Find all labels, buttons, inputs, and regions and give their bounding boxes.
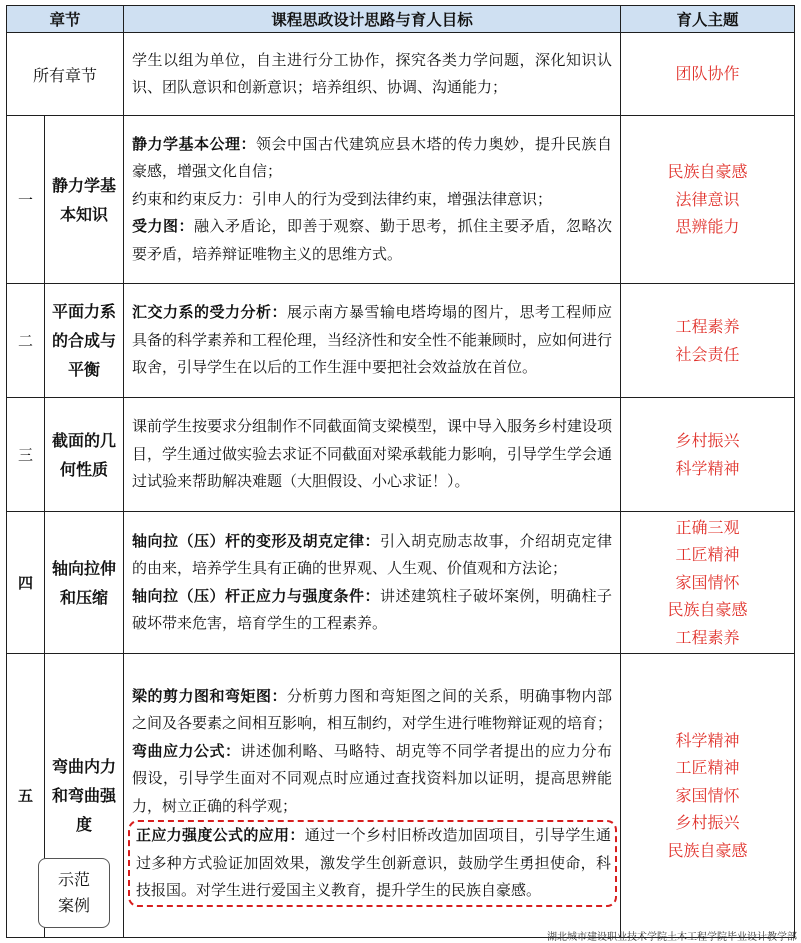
row-content: 学生以组为单位，自主进行分工协作，探究各类力学问题，深化知识认识、团队意识和创新意识；培养组织、协调、沟通能力；: [124, 33, 621, 116]
header-theme: 育人主题: [621, 6, 795, 33]
chapter-title: 弯曲内力和弯曲强度: [45, 654, 124, 938]
header-chapter: 章节: [7, 6, 124, 33]
theme-cell: 团队协作: [621, 33, 795, 116]
ideology-table: [6, 5, 795, 938]
chapter-number: 三: [7, 398, 45, 512]
table-row: [7, 512, 795, 654]
table-row: [7, 284, 795, 398]
table-row: [7, 398, 795, 512]
chapter-title: 轴向拉伸和压缩: [45, 512, 124, 654]
row-content: 梁的剪力图和弯矩图：分析剪力图和弯矩图之间的关系，明确事物内部之间及各要素之间相互影响，相互制约，对学生进行唯物辩证观的培育； 弯曲应力公式：讲述伽利略、马略特、胡克等不同学者提出的应力分布假设，引导学生面对不同观点时应通过查找资料加以证明，提高思辨能力，树立正确的科学观； 正应力强度公式的应用：通过一个乡村旧桥改造加固项目，引导学生通过多种方式验证加固效果，激发学生创新意识，鼓励学生勇担使命，科技报国。对学生进行爱国主义教育，提升学生的民族自豪感。: [124, 654, 621, 938]
theme-cell: 正确三观 工匠精神 家国情怀 民族自豪感 工程素养: [621, 512, 795, 654]
demo-case-box: 正应力强度公式的应用：通过一个乡村旧桥改造加固项目，引导学生通过多种方式验证加固效果，激发学生创新意识，鼓励学生勇担使命，科技报国。对学生进行爱国主义教育，提升学生的民族自豪感。: [128, 820, 617, 907]
chapter-title: 静力学基本知识: [45, 116, 124, 284]
chapter-title: 截面的几何性质: [45, 398, 124, 512]
table-row: [7, 116, 795, 284]
footer-watermark: 湖北城市建设职业技术学院土木工程学院毕业设计教学部: [547, 932, 797, 943]
theme-cell: 民族自豪感 法律意识 思辨能力: [621, 116, 795, 284]
theme-cell: 乡村振兴 科学精神: [621, 398, 795, 512]
header-row: [7, 6, 795, 33]
theme-cell: 科学精神 工匠精神 家国情怀 乡村振兴 民族自豪感: [621, 654, 795, 938]
chapter-number: 五: [7, 654, 45, 938]
demo-case-label: 示范案例: [38, 858, 110, 928]
chapter-all: 所有章节: [7, 33, 124, 116]
header-design: 课程思政设计思路与育人目标: [124, 6, 621, 33]
theme-cell: 工程素养 社会责任: [621, 284, 795, 398]
row-content: 轴向拉（压）杆的变形及胡克定律：引入胡克励志故事，介绍胡克定律的由来，培养学生具有正确的世界观、人生观、价值观和方法论； 轴向拉（压）杆正应力与强度条件：讲述建筑柱子破坏案例，明确柱子破坏带来危害，培育学生的工程素养。: [124, 512, 621, 654]
chapter-title: 平面力系的合成与平衡: [45, 284, 124, 398]
table-row: [7, 33, 795, 116]
chapter-number: 二: [7, 284, 45, 398]
row-content: 课前学生按要求分组制作不同截面简支梁模型，课中导入服务乡村建设项目，学生通过做实验去求证不同截面对梁承载能力影响，引导学生学会通过试验来帮助解决难题（大胆假设、小心求证！）。: [124, 398, 621, 512]
chapter-number: 一: [7, 116, 45, 284]
table-row: [7, 654, 795, 938]
chapter-number: 四: [7, 512, 45, 654]
row-content: 汇交力系的受力分析：展示南方暴雪输电塔垮塌的图片，思考工程师应具备的科学素养和工程伦理，当经济性和安全性不能兼顾时，应如何进行取舍，引导学生在以后的工作生涯中要把社会效益放在首位。: [124, 284, 621, 398]
row-content: 静力学基本公理：领会中国古代建筑应县木塔的传力奥妙，提升民族自豪感，增强文化自信； 约束和约束反力：引申人的行为受到法律约束，增强法律意识； 受力图：融入矛盾论，即善于观察、勤于思考，抓住主要矛盾，忽略次要矛盾，培养辩证唯物主义的思维方式。: [124, 116, 621, 284]
